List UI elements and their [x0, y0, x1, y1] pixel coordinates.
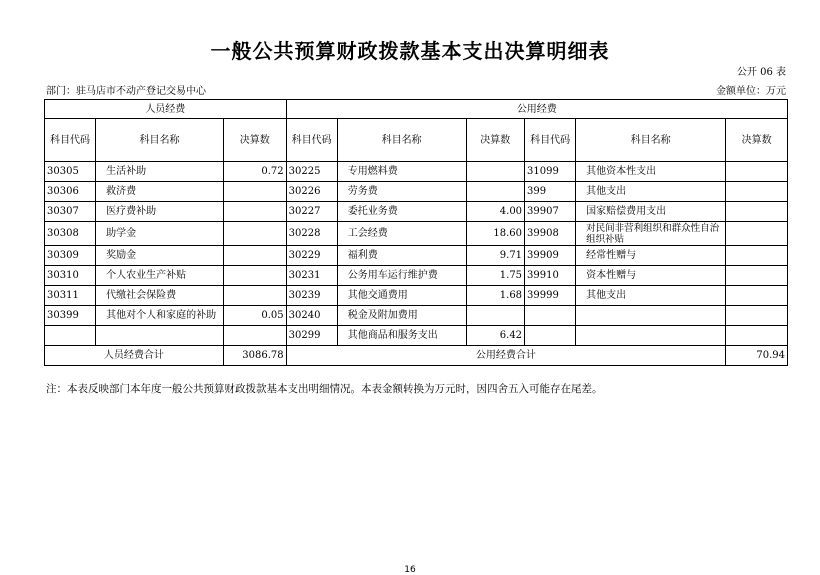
table-row	[45, 162, 788, 182]
subject-code: 30231	[286, 266, 337, 286]
amount	[726, 306, 788, 326]
column-header-amount: 决算数	[466, 119, 525, 162]
page-title: 一般公共预算财政拨款基本支出决算明细表	[210, 39, 610, 63]
subject-name	[576, 306, 726, 326]
amount	[726, 182, 788, 202]
personnel-total-value: 3086.78	[223, 346, 286, 366]
subject-name: 奖励金	[96, 246, 224, 266]
subject-code: 30225	[286, 162, 337, 182]
amount	[466, 306, 525, 326]
subject-code: 39907	[525, 202, 576, 222]
subject-code: 30305	[45, 162, 96, 182]
subject-code	[45, 326, 96, 346]
subject-name: 劳务费	[337, 182, 466, 202]
subject-name: 国家赔偿费用支出	[576, 202, 726, 222]
subject-name	[96, 326, 224, 346]
form-code: 公开 06 表	[736, 67, 786, 78]
amount	[223, 246, 286, 266]
amount	[223, 326, 286, 346]
page-number: 16	[404, 565, 416, 575]
amount	[223, 286, 286, 306]
subject-code: 30228	[286, 222, 337, 246]
subject-name: 福利费	[337, 246, 466, 266]
column-header-code: 科目代码	[525, 119, 576, 162]
amount	[726, 326, 788, 346]
public-total-value: 70.94	[726, 346, 788, 366]
column-header-name: 科目名称	[337, 119, 466, 162]
subject-code: 30309	[45, 246, 96, 266]
personnel-group-header: 人员经费	[45, 100, 287, 119]
unit-label: 金额单位：万元	[716, 86, 786, 97]
amount: 18.60	[466, 222, 525, 246]
amount	[726, 222, 788, 246]
subject-code: 30399	[45, 306, 96, 326]
amount	[726, 266, 788, 286]
subject-code: 30229	[286, 246, 337, 266]
public-group-header: 公用经费	[286, 100, 787, 119]
table-row	[45, 266, 788, 286]
column-header-amount: 决算数	[726, 119, 788, 162]
subject-name: 救济费	[96, 182, 224, 202]
column-header-name: 科目名称	[576, 119, 726, 162]
amount: 1.75	[466, 266, 525, 286]
subject-code: 30310	[45, 266, 96, 286]
amount	[726, 202, 788, 222]
amount	[726, 162, 788, 182]
amount: 9.71	[466, 246, 525, 266]
subject-code: 30226	[286, 182, 337, 202]
subject-code	[525, 306, 576, 326]
subject-name: 生活补助	[96, 162, 224, 182]
subject-name: 其他商品和服务支出	[337, 326, 466, 346]
subject-name: 其他交通费用	[337, 286, 466, 306]
subject-code	[525, 326, 576, 346]
subject-name: 助学金	[96, 222, 224, 246]
amount: 6.42	[466, 326, 525, 346]
subject-code: 30239	[286, 286, 337, 306]
public-total-label: 公用经费合计	[286, 346, 726, 366]
amount	[223, 202, 286, 222]
amount: 1.68	[466, 286, 525, 306]
subject-code: 30308	[45, 222, 96, 246]
subject-code: 39910	[525, 266, 576, 286]
table-row	[45, 222, 788, 246]
amount	[466, 182, 525, 202]
subject-code: 399	[525, 182, 576, 202]
amount: 4.00	[466, 202, 525, 222]
totals-row	[45, 346, 788, 366]
subject-name	[576, 326, 726, 346]
amount	[726, 286, 788, 306]
column-header-code: 科目代码	[286, 119, 337, 162]
subject-name: 其他支出	[576, 286, 726, 306]
subject-name: 代缴社会保险费	[96, 286, 224, 306]
subject-code: 30306	[45, 182, 96, 202]
table-row	[45, 326, 788, 346]
table-row	[45, 306, 788, 326]
column-header-name: 科目名称	[96, 119, 224, 162]
subject-name: 个人农业生产补贴	[96, 266, 224, 286]
department-label: 部门：驻马店市不动产登记交易中心	[46, 86, 206, 97]
subject-code: 31099	[525, 162, 576, 182]
footnote: 注：本表反映部门本年度一般公共预算财政拨款基本支出明细情况。本表金额转换为万元时，因四舍五入可能存在尾差。	[46, 383, 603, 395]
subject-name: 公务用车运行维护费	[337, 266, 466, 286]
expenditure-table	[44, 99, 788, 366]
subject-name: 工会经费	[337, 222, 466, 246]
subject-name: 其他对个人和家庭的补助	[96, 306, 224, 326]
subject-name: 资本性赠与	[576, 266, 726, 286]
table-row	[45, 246, 788, 266]
subject-code: 30311	[45, 286, 96, 306]
column-header-amount: 决算数	[223, 119, 286, 162]
subject-name: 委托业务费	[337, 202, 466, 222]
table-row	[45, 202, 788, 222]
subject-code: 30299	[286, 326, 337, 346]
subject-name: 专用燃料费	[337, 162, 466, 182]
amount	[466, 162, 525, 182]
amount	[726, 246, 788, 266]
amount: 0.72	[223, 162, 286, 182]
amount	[223, 266, 286, 286]
subject-code: 39908	[525, 222, 576, 246]
subject-name: 税金及附加费用	[337, 306, 466, 326]
subject-name: 医疗费补助	[96, 202, 224, 222]
subject-code: 30227	[286, 202, 337, 222]
table-row	[45, 286, 788, 306]
subject-code: 30307	[45, 202, 96, 222]
subject-name: 其他资本性支出	[576, 162, 726, 182]
amount	[223, 222, 286, 246]
amount	[223, 182, 286, 202]
subject-code: 39909	[525, 246, 576, 266]
column-header-code: 科目代码	[45, 119, 96, 162]
subject-name: 对民间非营利组织和群众性自治组织补贴	[576, 222, 726, 246]
subject-code: 30240	[286, 306, 337, 326]
subject-code: 39999	[525, 286, 576, 306]
table-row	[45, 182, 788, 202]
amount: 0.05	[223, 306, 286, 326]
personnel-total-label: 人员经费合计	[45, 346, 224, 366]
subject-name: 其他支出	[576, 182, 726, 202]
subject-name: 经常性赠与	[576, 246, 726, 266]
